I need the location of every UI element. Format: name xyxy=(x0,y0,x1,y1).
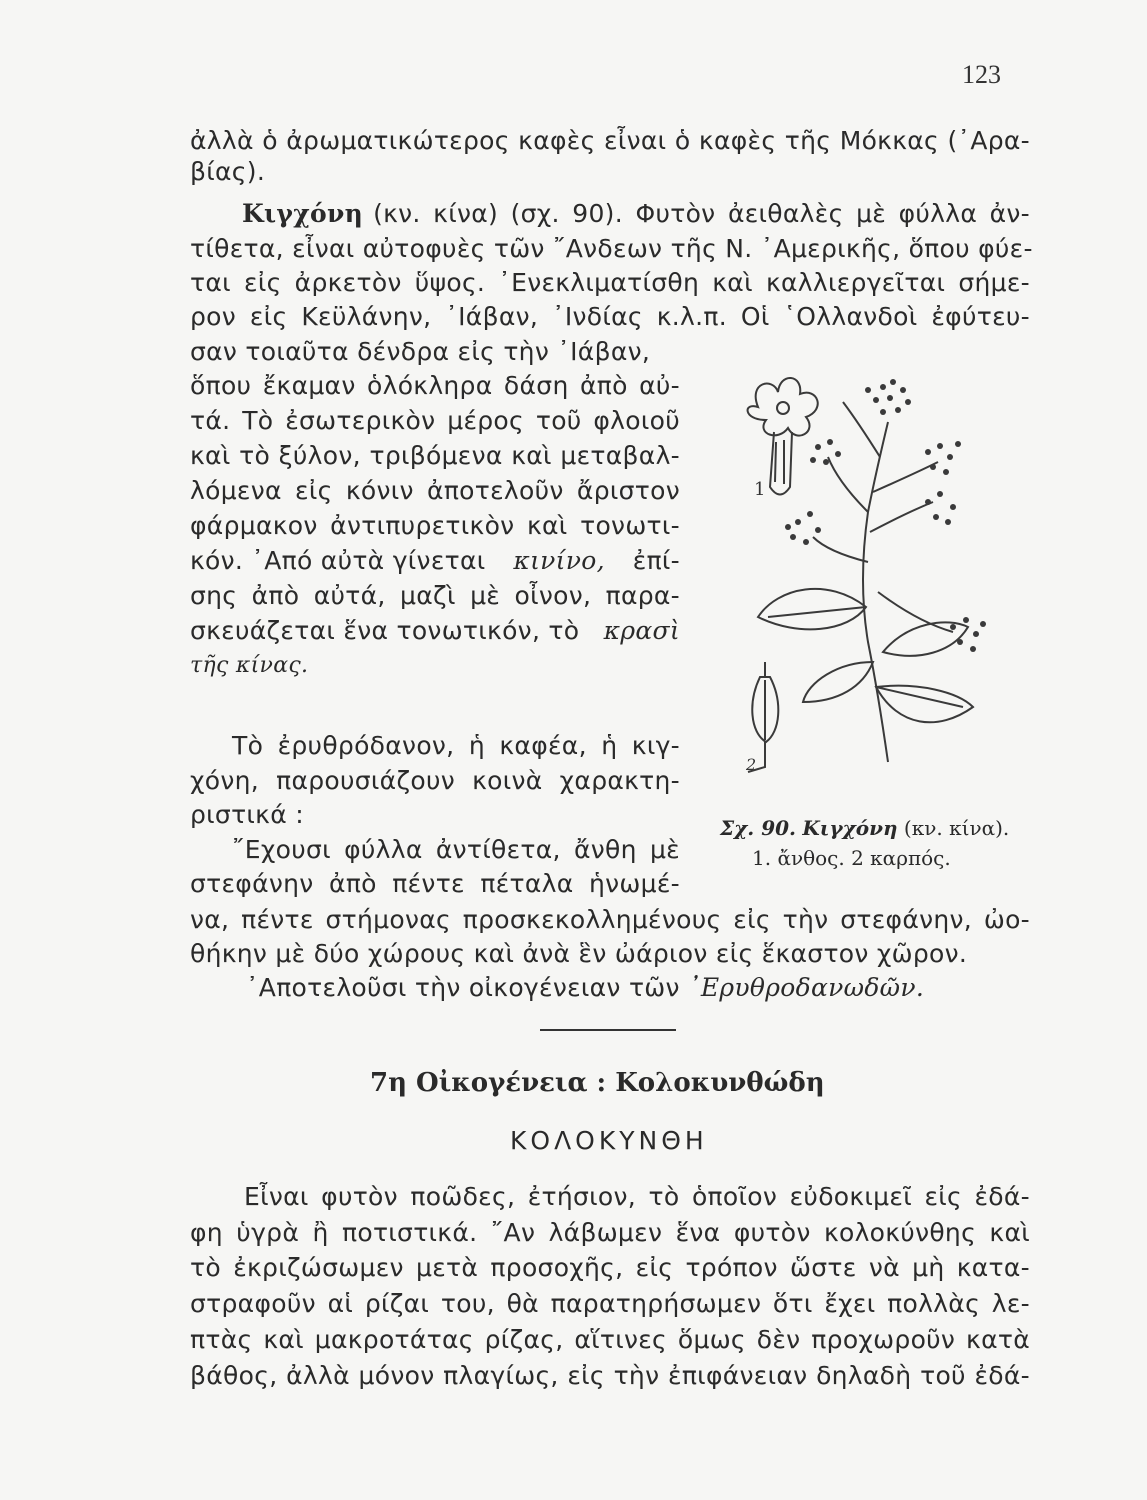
text-line: ῎Εχουσι φύλλα ἀντίθετα, ἄνθη μὲ xyxy=(232,835,680,864)
kigxoni-first-line-rest: (κν. κίνα) (σχ. 90). Φυτὸν ἀειθαλὲς μὲ φύλλα ἀν- xyxy=(373,199,1030,228)
flower-cluster xyxy=(925,491,956,525)
wine-italic: κρασὶ xyxy=(603,616,680,645)
text-line: σαν τοιαῦτα δένδρα εἰς τὴν ᾿Ιάβαν, xyxy=(190,337,651,366)
text-line: ἀλλὰ ὁ ἀρωματικώτερος καφὲς εἶναι ὁ καφὲς τῆς Μόκκας (᾿Αρα- xyxy=(190,126,1030,155)
text-line: ρον εἰς Κεϋλάνην, ᾿Ιάβαν, ᾿Ινδίας κ.λ.π. Οἱ ῾Ολλανδοὶ ἐφύτευ- xyxy=(190,302,1030,331)
text-line: λόμενα εἰς κόνιν ἀποτελοῦν ἄριστον xyxy=(190,476,680,505)
branch xyxy=(828,457,868,512)
text-line: Τὸ ἐρυθρόδανον, ἡ καφέα, ἡ κιγ- xyxy=(232,731,680,760)
figure-label-2: 2 xyxy=(746,755,757,774)
cinchona-figure xyxy=(718,362,1048,782)
text-line: βίας). xyxy=(190,157,266,186)
section-subheading: ΚΟΛΟΚΥΝΘΗ xyxy=(510,1126,708,1155)
text-line: τίθετα, εἶναι αὐτοφυὲς τῶν ῎Ανδεων τῆς Ν. ᾿Αμερικῆς, ὅπου φύε- xyxy=(190,234,1033,263)
branch xyxy=(870,502,933,532)
family-pre: ᾿Αποτελοῦσι τὴν οἰκογένειαν τῶν xyxy=(246,973,680,1002)
family-italic: ᾿Ερυθροδανωδῶν. xyxy=(688,973,925,1002)
text-line: ὅπου ἔκαμαν ὁλόκληρα δάση ἀπὸ αὐ- xyxy=(190,371,680,400)
main-stem xyxy=(863,422,888,762)
text-line: ται εἰς ἀρκετὸν ὕψος. ᾿Ενεκλιματίσθη καὶ καλλιεργεῖται σήμε- xyxy=(190,268,1030,297)
kinino-post: ἐπί- xyxy=(632,546,680,575)
caption-name: Κιγχόνη xyxy=(802,816,898,840)
text-line: καὶ τὸ ξύλον, τριβόμενα καὶ μεταβαλ- xyxy=(190,441,680,470)
caption-label: Σχ. 90. xyxy=(720,816,797,840)
kigxoni-first-line xyxy=(242,199,1030,229)
text-line: χόνη, παρουσιάζουν κοινὰ χαρακτη- xyxy=(190,766,680,795)
flower-tube xyxy=(770,432,792,495)
text-line: τά. Τὸ ἐσωτερικὸν μέρος τοῦ φλοιοῦ xyxy=(190,406,680,435)
text-line: πτὰς καὶ μακροτάτας ρίζας, αἵτινες ὅμως δὲν προχωροῦν κατὰ xyxy=(190,1325,1030,1354)
branch xyxy=(843,402,880,457)
flower-cluster xyxy=(865,379,911,415)
flower-petals xyxy=(748,378,818,436)
text-line: θήκην μὲ δύο χώρους καὶ ἀνὰ ἓν ὠάριον εἰς ἕκαστον χῶρον. xyxy=(190,939,968,968)
text-line: Εἶναι φυτὸν ποῶδες, ἐτήσιον, τὸ ὁποῖον εὐδοκιμεῖ εἰς ἐδά- xyxy=(244,1182,1030,1211)
kinino-pre: κόν. ᾿Από αὐτὰ γίνεται xyxy=(190,546,486,575)
branch xyxy=(813,537,868,562)
text-line: βάθος, ἀλλὰ μόνον πλαγίως, εἰς τὴν ἐπιφάνειαν δηλαδὴ τοῦ ἐδά- xyxy=(190,1361,1030,1390)
caption-rest: (κν. κίνα). xyxy=(903,816,1010,840)
kigxoni-title: Κιγχόνη xyxy=(242,199,364,228)
figure-caption xyxy=(720,816,1009,840)
text-line-italic: τῆς κίνας. xyxy=(190,653,309,678)
leaf xyxy=(803,662,873,702)
figure-caption-line2: 1. ἄνθος. 2 καρπός. xyxy=(752,846,951,870)
branch xyxy=(878,592,953,632)
wine-line xyxy=(190,616,680,646)
text-line: στεφάνην ἀπὸ πέντε πέταλα ἡνωμέ- xyxy=(190,869,680,898)
flower-cluster xyxy=(925,441,961,475)
kinino-italic: κινίνο, xyxy=(513,546,605,575)
text-line: σης ἀπὸ αὐτά, μαζὶ μὲ οἶνον, παρα- xyxy=(190,581,680,610)
text-line: φη ὑγρὰ ἢ ποτιστικά. ῎Αν λάβωμεν ἕνα φυτὸν κολοκύνθης καὶ xyxy=(190,1218,1030,1247)
page-number: 123 xyxy=(962,60,1001,89)
wine-pre: σκευάζεται ἕνα τονωτικόν, τὸ xyxy=(190,616,580,645)
text-line: ριστικά : xyxy=(190,800,304,829)
flower-cluster xyxy=(810,439,841,465)
figure-label-1: 1 xyxy=(754,479,766,500)
text-line: να, πέντε στήμονας προσκεκολλημένους εἰς τὴν στεφάνην, ὠο- xyxy=(190,905,1030,934)
text-line: τὸ ἐκριζώσωμεν μετὰ προσοχῆς, εἰς τρόπον ὥστε νὰ μὴ κατα- xyxy=(190,1253,1030,1282)
section-divider xyxy=(540,1029,676,1031)
text-line: φάρμακον ἀντιπυρετικὸν καὶ τονωτι- xyxy=(190,511,680,540)
section-heading: 7η Οἰκογένεια : Κολοκυνθώδη xyxy=(370,1068,825,1098)
kinino-line xyxy=(190,546,680,576)
text-line: στραφοῦν αἱ ρίζαι του, θὰ παρατηρήσωμεν ὅτι ἔχει πολλὰς λε- xyxy=(190,1289,1030,1318)
flower-center xyxy=(777,402,789,414)
branch xyxy=(873,462,938,492)
family-line xyxy=(246,973,924,1003)
